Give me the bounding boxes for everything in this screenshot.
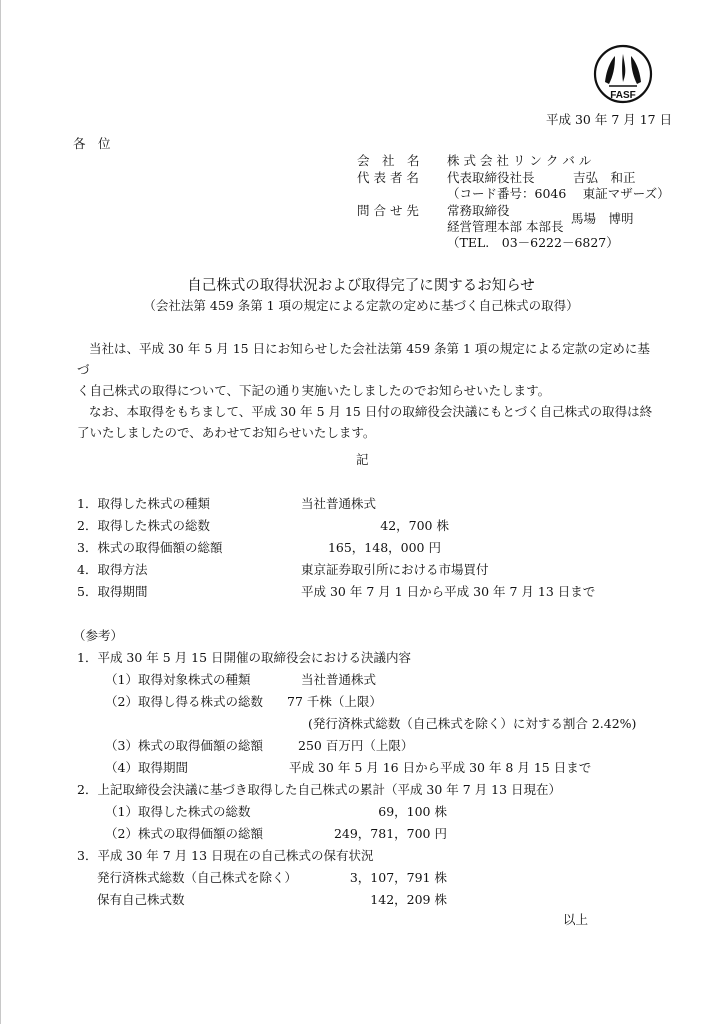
ki-heading: 記 (356, 452, 369, 467)
reference-item-label: （4）取得期間 (105, 760, 188, 775)
body-paragraph (77, 338, 657, 443)
reference-item-value: 当社普通株式 (301, 672, 377, 687)
reference-item-value: 平成 30 年 5 月 16 日から平成 30 年 8 月 15 日まで (289, 760, 592, 775)
item-label: 4．取得方法 (77, 562, 148, 577)
document-subtitle: （会社法第 459 条第 1 項の規定による定款の定めに基づく自己株式の取得） (143, 298, 579, 313)
reference-section-2-title: 2．上記取締役会決議に基づき取得した自己株式の累計（平成 30 年 7 月 13 日現在） (77, 782, 562, 797)
item-value: 42，700 株 (380, 518, 449, 533)
representative-title: 代表取締役社長 (447, 170, 535, 185)
item-label: 1．取得した株式の種類 (77, 496, 210, 511)
item-label: 5．取得期間 (77, 584, 148, 599)
reference-item-label: （1）取得対象株式の種類 (105, 672, 251, 687)
reference-item-label: （2）株式の取得価額の総額 (105, 826, 263, 841)
reference-item-label: （2）取得し得る株式の総数 (105, 694, 263, 709)
fasf-logo (593, 42, 653, 112)
item-label: 2．取得した株式の総数 (77, 518, 210, 533)
reference-item-value: 69，100 株 (378, 804, 447, 819)
item-label: 3．株式の取得価額の総額 (77, 540, 223, 555)
item-value: 165，148，000 円 (327, 540, 441, 555)
body-line-2: く自己株式の取得について、下記の通り実施いたしましたのでお知らせいたします。 (77, 383, 551, 398)
reference-item-value: 3，107，791 株 (349, 870, 447, 885)
reference-item-value: 250 百万円（上限） (298, 738, 414, 753)
reference-section-3-title: 3．平成 30 年 7 月 13 日現在の自己株式の保有状況 (77, 848, 374, 863)
reference-item-label: （3）株式の取得価額の総額 (105, 738, 263, 753)
company-name: 株 式 会 社 リ ン ク バ ル (447, 153, 592, 168)
reference-heading: （参考） (73, 628, 124, 643)
contact-title-1: 常務取締役 (447, 203, 510, 218)
label-company-name: 会 社 名 (357, 153, 420, 168)
issue-date: 平成 30 年 7 月 17 日 (546, 112, 673, 127)
fasf-seal-icon (593, 42, 653, 112)
body-line-3: なお、本取得をもちまして、平成 30 年 5 月 15 日付の取締役会決議にもとづく自己株式の取得は終 (89, 404, 653, 419)
item-value: 平成 30 年 7 月 1 日から平成 30 年 7 月 13 日まで (301, 584, 596, 599)
contact-tel: （TEL. 03－6222－6827） (447, 235, 619, 250)
item-value: 東京証券取引所における市場買付 (301, 562, 489, 577)
item-value: 当社普通株式 (301, 496, 377, 511)
logo-text: FASF (610, 90, 636, 101)
reference-item-value: 77 千株（上限） (287, 694, 382, 709)
body-line-1: 当社は、平成 30 年 5 月 15 日にお知らせした会社法第 459 条第 1 項の規定による定款の定めに基づ (77, 341, 650, 377)
addressee: 各 位 (73, 136, 111, 151)
label-contact: 問 合 せ 先 (357, 203, 419, 218)
body-line-4: 了いたしましたので、あわせてお知らせいたします。 (77, 425, 376, 440)
label-representative: 代 表 者 名 (357, 170, 419, 185)
reference-item-label: （1）取得した株式の総数 (105, 804, 251, 819)
reference-item-value: 249，781，700 円 (333, 826, 447, 841)
reference-item-label: 発行済株式総数（自己株式を除く） (97, 870, 298, 885)
reference-item-value: 142，209 株 (370, 892, 447, 907)
contact-name: 馬場 博明 (571, 211, 634, 226)
reference-item-note: (発行済株式総数（自己株式を除く）に対する割合 2.42%) (308, 716, 637, 731)
stock-code: （コード番号：6046 東証マザーズ） (447, 186, 670, 201)
document-title: 自己株式の取得状況および取得完了に関するお知らせ (187, 278, 535, 294)
reference-section-1-title: 1．平成 30 年 5 月 15 日開催の取締役会における決議内容 (77, 650, 412, 665)
closing-ijo: 以上 (563, 912, 589, 927)
reference-item-label: 保有自己株式数 (97, 892, 185, 907)
contact-title-2: 経営管理本部 本部長 (447, 219, 564, 234)
representative-name: 吉弘 和正 (573, 170, 636, 185)
